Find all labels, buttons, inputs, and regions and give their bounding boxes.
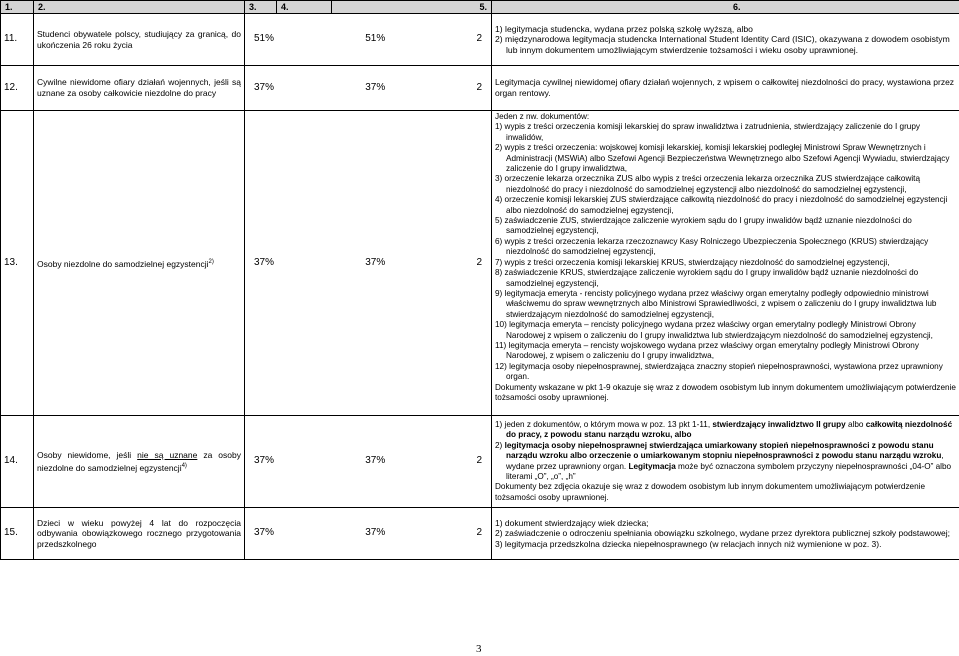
category-cell: Studenci obywatele polscy, studiujący za granicą, do ukończenia 26 roku życia — [34, 14, 245, 66]
doc-bold: całkowitą niezdolność do pracy, z powodu stanu narządu wzroku, albo — [506, 419, 953, 440]
category-underlined: nie są uznane — [137, 449, 198, 460]
header-col-3: 3. — [245, 1, 277, 14]
table-row — [1, 508, 959, 560]
header-col-6: 6. — [492, 1, 959, 14]
percent-b: 51% — [365, 33, 386, 45]
doc-item: 2) wypis z treści orzeczenia: wojskowej komisji lekarskiej, komisji lekarskiej podległej Ministrowi Spraw Wewnętrznych i Administracji (MSWiA) albo Szefowi Agencji Bezpieczeństwa Wewnętrznego albo Szefowi Agencji Wywiadu, stwierdzający zaliczenie do I grupy inwalidztwa, — [495, 143, 950, 174]
doc-outro: Dokumenty wskazane w pkt 1-9 okazuje się wraz z dowodem osobistym lub innym dokumentem umożliwiającym potwierdzenie tożsamości osoby uprawnionej. — [495, 382, 956, 402]
doc-text: 1) jeden z dokumentów, o którym mowa w poz. 13 pkt 1-11, — [495, 419, 713, 429]
header-col-4: 4. — [277, 1, 332, 14]
doc-item: 8) zaświadczenie KRUS, stwierdzające zaliczenie wyrokiem sądu do I grupy inwalidów bądź uznanie niezdolności do samodzielnej egzystencji, — [495, 268, 919, 288]
percent-cell — [245, 66, 492, 111]
row-number: 11. — [1, 14, 34, 66]
percent-a: 37% — [254, 455, 275, 467]
doc-text: albo — [845, 419, 866, 429]
code-value: 2 — [476, 81, 482, 93]
doc-item: Legitymacja cywilnej niewidomej ofiary działań wojennych, z wpisem o całkowitej niezdolności do pracy, wystawiona przez organ rentowy. — [495, 77, 955, 98]
code-value: 2 — [476, 527, 482, 539]
doc-text: 2) — [495, 440, 505, 450]
doc-item: 6) wypis z treści orzeczenia lekarza rzeczoznawcy Kasy Rolniczego Ubezpieczenia Społecznego (KRUS) stwierdzający niezdolność do samodzielnej egzystencji, — [495, 236, 929, 257]
doc-item: 1) dokument stwierdzający wiek dziecka; — [495, 517, 649, 528]
row-number: 12. — [1, 66, 34, 111]
header-row — [1, 1, 959, 14]
category-cell: Dzieci w wieku powyżej 4 lat do rozpoczęcia odbywania obowiązkowego rocznego przygotowania przedszkolnego — [34, 508, 245, 560]
percent-cell — [245, 14, 492, 66]
percent-cell — [245, 111, 492, 416]
doc-item: 11) legitymacja emeryta – rencisty wojskowego wydana przez właściwy organ emerytalny podległy Ministrowi Obrony Narodowej, z wpisem o zaliczeniu do I grupy inwalidztwa, — [495, 340, 919, 361]
header-col-5: 5. — [332, 1, 492, 14]
doc-item: 2) zaświadczenie o odroczeniu spełniania obowiązku szkolnego, wydane przez dyrektora publicznej szkoły podstawowej; — [495, 528, 950, 539]
table-row — [1, 14, 959, 66]
doc-item: 5) zaświadczenie ZUS, stwierdzające zaliczenie wyrokiem sądu do I grupy inwalidów bądź uznanie niezdolności do samodzielnej egzystencji, — [495, 216, 912, 236]
percent-b: 37% — [365, 81, 386, 93]
documents-cell — [492, 508, 959, 560]
footnote-mark: 2) — [208, 258, 214, 265]
doc-bold: stwierdzający inwalidztwo II grupy — [712, 419, 846, 429]
percent-a: 51% — [254, 33, 275, 45]
doc-item: 4) orzeczenie komisji lekarskiej ZUS stwierdzające całkowitą niezdolność do pracy i niezdolność do samodzielnej egzystencji albo niezdolność do samodzielnej egzystencji, — [495, 195, 948, 215]
doc-bold: legitymacja osoby niepełnosprawnej stwierdzająca umiarkowany stopień niepełnosprawności z powodu stanu narządu wzroku albo orzeczenie o umiarkowanym stopniu niepełnosprawności z powodu stanu narządu wzroku — [504, 440, 942, 461]
doc-bold: Legitymacja — [628, 461, 676, 471]
doc-item — [495, 441, 956, 483]
doc-intro: Jeden z nw. dokumentów: — [495, 112, 590, 121]
header-col-2: 2. — [34, 1, 245, 14]
code-value: 2 — [476, 455, 482, 467]
table-row — [1, 416, 959, 508]
percent-a: 37% — [254, 81, 275, 93]
percent-b: 37% — [365, 455, 386, 467]
documents-cell — [492, 416, 959, 508]
category-cell: Cywilne niewidome ofiary działań wojennych, jeśli są uznane za osoby całkowicie niezdolne do pracy — [34, 66, 245, 111]
doc-item — [495, 420, 956, 441]
row-number: 14. — [1, 416, 34, 508]
category-text: Osoby niezdolne do samodzielnej egzystencji — [37, 258, 209, 269]
category-text: za osoby niezdolne do samodzielnej egzystencji — [37, 449, 241, 473]
doc-item: 12) legitymacja osoby niepełnosprawnej, stwierdzająca znaczny stopień niepełnosprawności, wystawiona przez uprawniony organ. — [495, 361, 943, 382]
documents-cell — [492, 14, 959, 66]
percent-cell — [245, 416, 492, 508]
category-text: Osoby niewidome, jeśli — [37, 449, 138, 460]
doc-text: , wydane przez uprawniony organ. — [506, 451, 944, 471]
category-cell — [34, 416, 245, 508]
percent-a: 37% — [254, 527, 275, 539]
footnote-mark: 4) — [181, 462, 187, 469]
page-number: 3 — [476, 643, 482, 655]
percent-b: 37% — [365, 256, 386, 268]
doc-item: 1) wypis z treści orzeczenia komisji lekarskiej do spraw inwalidztwa i zatrudnienia, stwierdzający zaliczenie do I grupy inwalidów, — [495, 122, 921, 142]
doc-item: 9) legitymacja emeryta - rencisty policyjnego wydana przez właściwy organ emerytalny podległy odpowiednio ministrowi właściwemu do spraw wewnętrznych albo Ministrowi Sprawiedliwości, z wpisem o zaliczeniu do I grupy inwalidztwa lub stwierdzającym niezdolność do samodzielnej egzystencji, — [495, 288, 937, 319]
doc-text: może być oznaczona symbolem przyczyny niepełnosprawności „04-O” albo literami „O”, „o”, „h” — [506, 461, 952, 481]
code-value: 2 — [476, 33, 482, 45]
table-row — [1, 66, 959, 111]
percent-b: 37% — [365, 527, 386, 539]
table-row — [1, 111, 959, 416]
doc-item: 3) orzeczenie lekarza orzecznika ZUS albo wypis z treści orzeczenia lekarza orzecznika ZUS stwierdzające całkowitą niezdolność do pracy i niezdolność do samodzielnej egzystencji albo niezdolność do samodzielnej egzystencji, — [495, 174, 921, 194]
code-value: 2 — [476, 256, 482, 268]
doc-outro: Dokumenty bez zdjęcia okazuje się wraz z dowodem osobistym lub innym dokumentem umożliwiającym potwierdzenie tożsamości osoby uprawnionej. — [495, 482, 926, 502]
doc-item: 10) legitymacja emeryta – rencisty policyjnego wydana przez właściwy organ emerytalny podległy Ministrowi Obrony Narodowej z wpisem o zaliczeniu do I grupy inwalidztwa lub stwierdzającym niezdolność do samodzielnej egzystencji, — [495, 320, 933, 340]
doc-item: 7) wypis z treści orzeczenia komisji lekarskiej KRUS, stwierdzający niezdolność do samodzielnej egzystencji, — [495, 257, 890, 267]
header-col-1: 1. — [1, 1, 34, 14]
documents-cell — [492, 66, 959, 111]
doc-item: 2) międzynarodowa legitymacja studencka International Student Identity Card (ISIC), okazywana z dowodem osobistym lub innym dokumentem umożliwiającym stwierdzenie tożsamości i wieku osoby uprawnionej. — [495, 34, 950, 55]
category-cell — [34, 111, 245, 416]
documents-cell — [492, 111, 959, 416]
row-number: 13. — [1, 111, 34, 416]
row-number: 15. — [1, 508, 34, 560]
percent-cell — [245, 508, 492, 560]
percent-a: 37% — [254, 256, 275, 268]
doc-item: 1) legitymacja studencka, wydana przez polską szkołę wyższą, albo — [495, 23, 753, 34]
doc-item: 3) legitymacja przedszkolna dziecka niepełnosprawnego (w relacjach innych niż wymienione w poz. 3). — [495, 538, 882, 549]
